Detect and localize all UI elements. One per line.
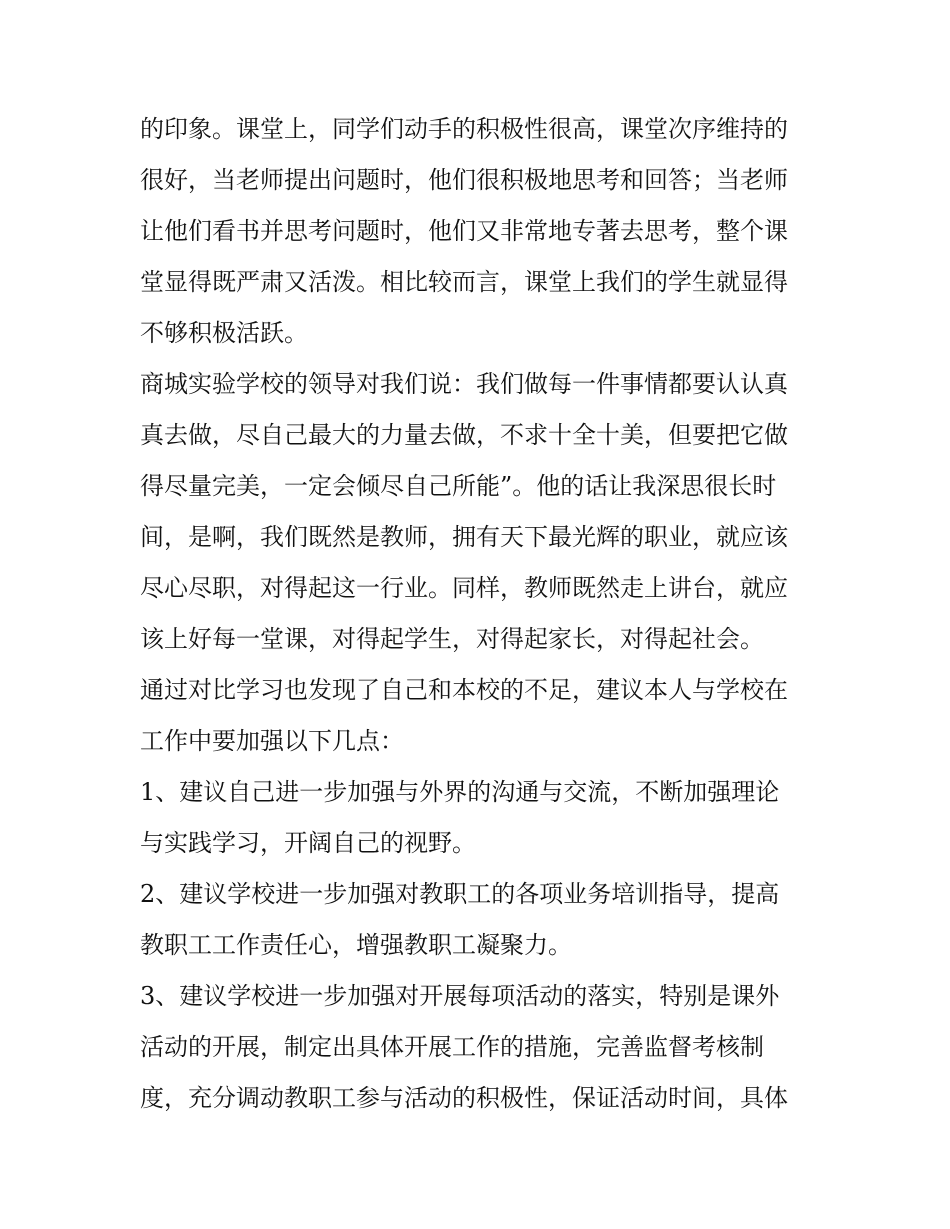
text-line-7: 真去做，尽自己最大的力量去做，不求十全十美，但要把它做 (140, 421, 788, 449)
text-line-4: 堂显得既严肃又活泼。相比较而言，课堂上我们的学生就显得 (140, 268, 788, 296)
text-line-17: 教职工工作责任心，增强教职工凝聚力。 (140, 931, 572, 959)
text-line-14: 1、建议自己进一步加强与外界的沟通与交流，不断加强理论 (140, 778, 780, 806)
text-line-3: 让他们看书并思考问题时，他们又非常地专著去思考，整个课 (140, 217, 788, 245)
text-line-13: 工作中要加强以下几点： (140, 727, 404, 755)
text-line-11: 该上好每一堂课，对得起学生，对得起家长，对得起社会。 (140, 625, 764, 653)
document-page (140, 104, 812, 1124)
text-line-20: 度，充分调动教职工参与活动的积极性，保证活动时间，具体 (140, 1084, 788, 1112)
text-line-19: 活动的开展，制定出具体开展工作的措施，完善监督考核制 (140, 1033, 764, 1061)
text-line-1: 的印象。课堂上，同学们动手的积极性很高，课堂次序维持的 (140, 115, 788, 143)
text-line-8: 得尽量完美，一定会倾尽自己所能”。他的话让我深思很长时 (140, 472, 777, 500)
text-line-15: 与实践学习，开阔自己的视野。 (140, 829, 476, 857)
text-line-18: 3、建议学校进一步加强对开展每项活动的落实，特别是课外 (140, 982, 780, 1010)
text-line-9: 间，是啊，我们既然是教师，拥有天下最光辉的职业，就应该 (140, 523, 788, 551)
text-line-5: 不够积极活跃。 (140, 319, 308, 347)
text-line-16: 2、建议学校进一步加强对教职工的各项业务培训指导，提高 (140, 880, 780, 908)
text-line-2: 很好，当老师提出问题时，他们很积极地思考和回答；当老师 (140, 166, 788, 194)
text-line-6: 商城实验学校的领导对我们说：我们做每一件事情都要认认真 (140, 370, 788, 398)
text-line-12: 通过对比学习也发现了自己和本校的不足，建议本人与学校在 (140, 676, 788, 704)
text-line-10: 尽心尽职，对得起这一行业。同样，教师既然走上讲台，就应 (140, 574, 788, 602)
